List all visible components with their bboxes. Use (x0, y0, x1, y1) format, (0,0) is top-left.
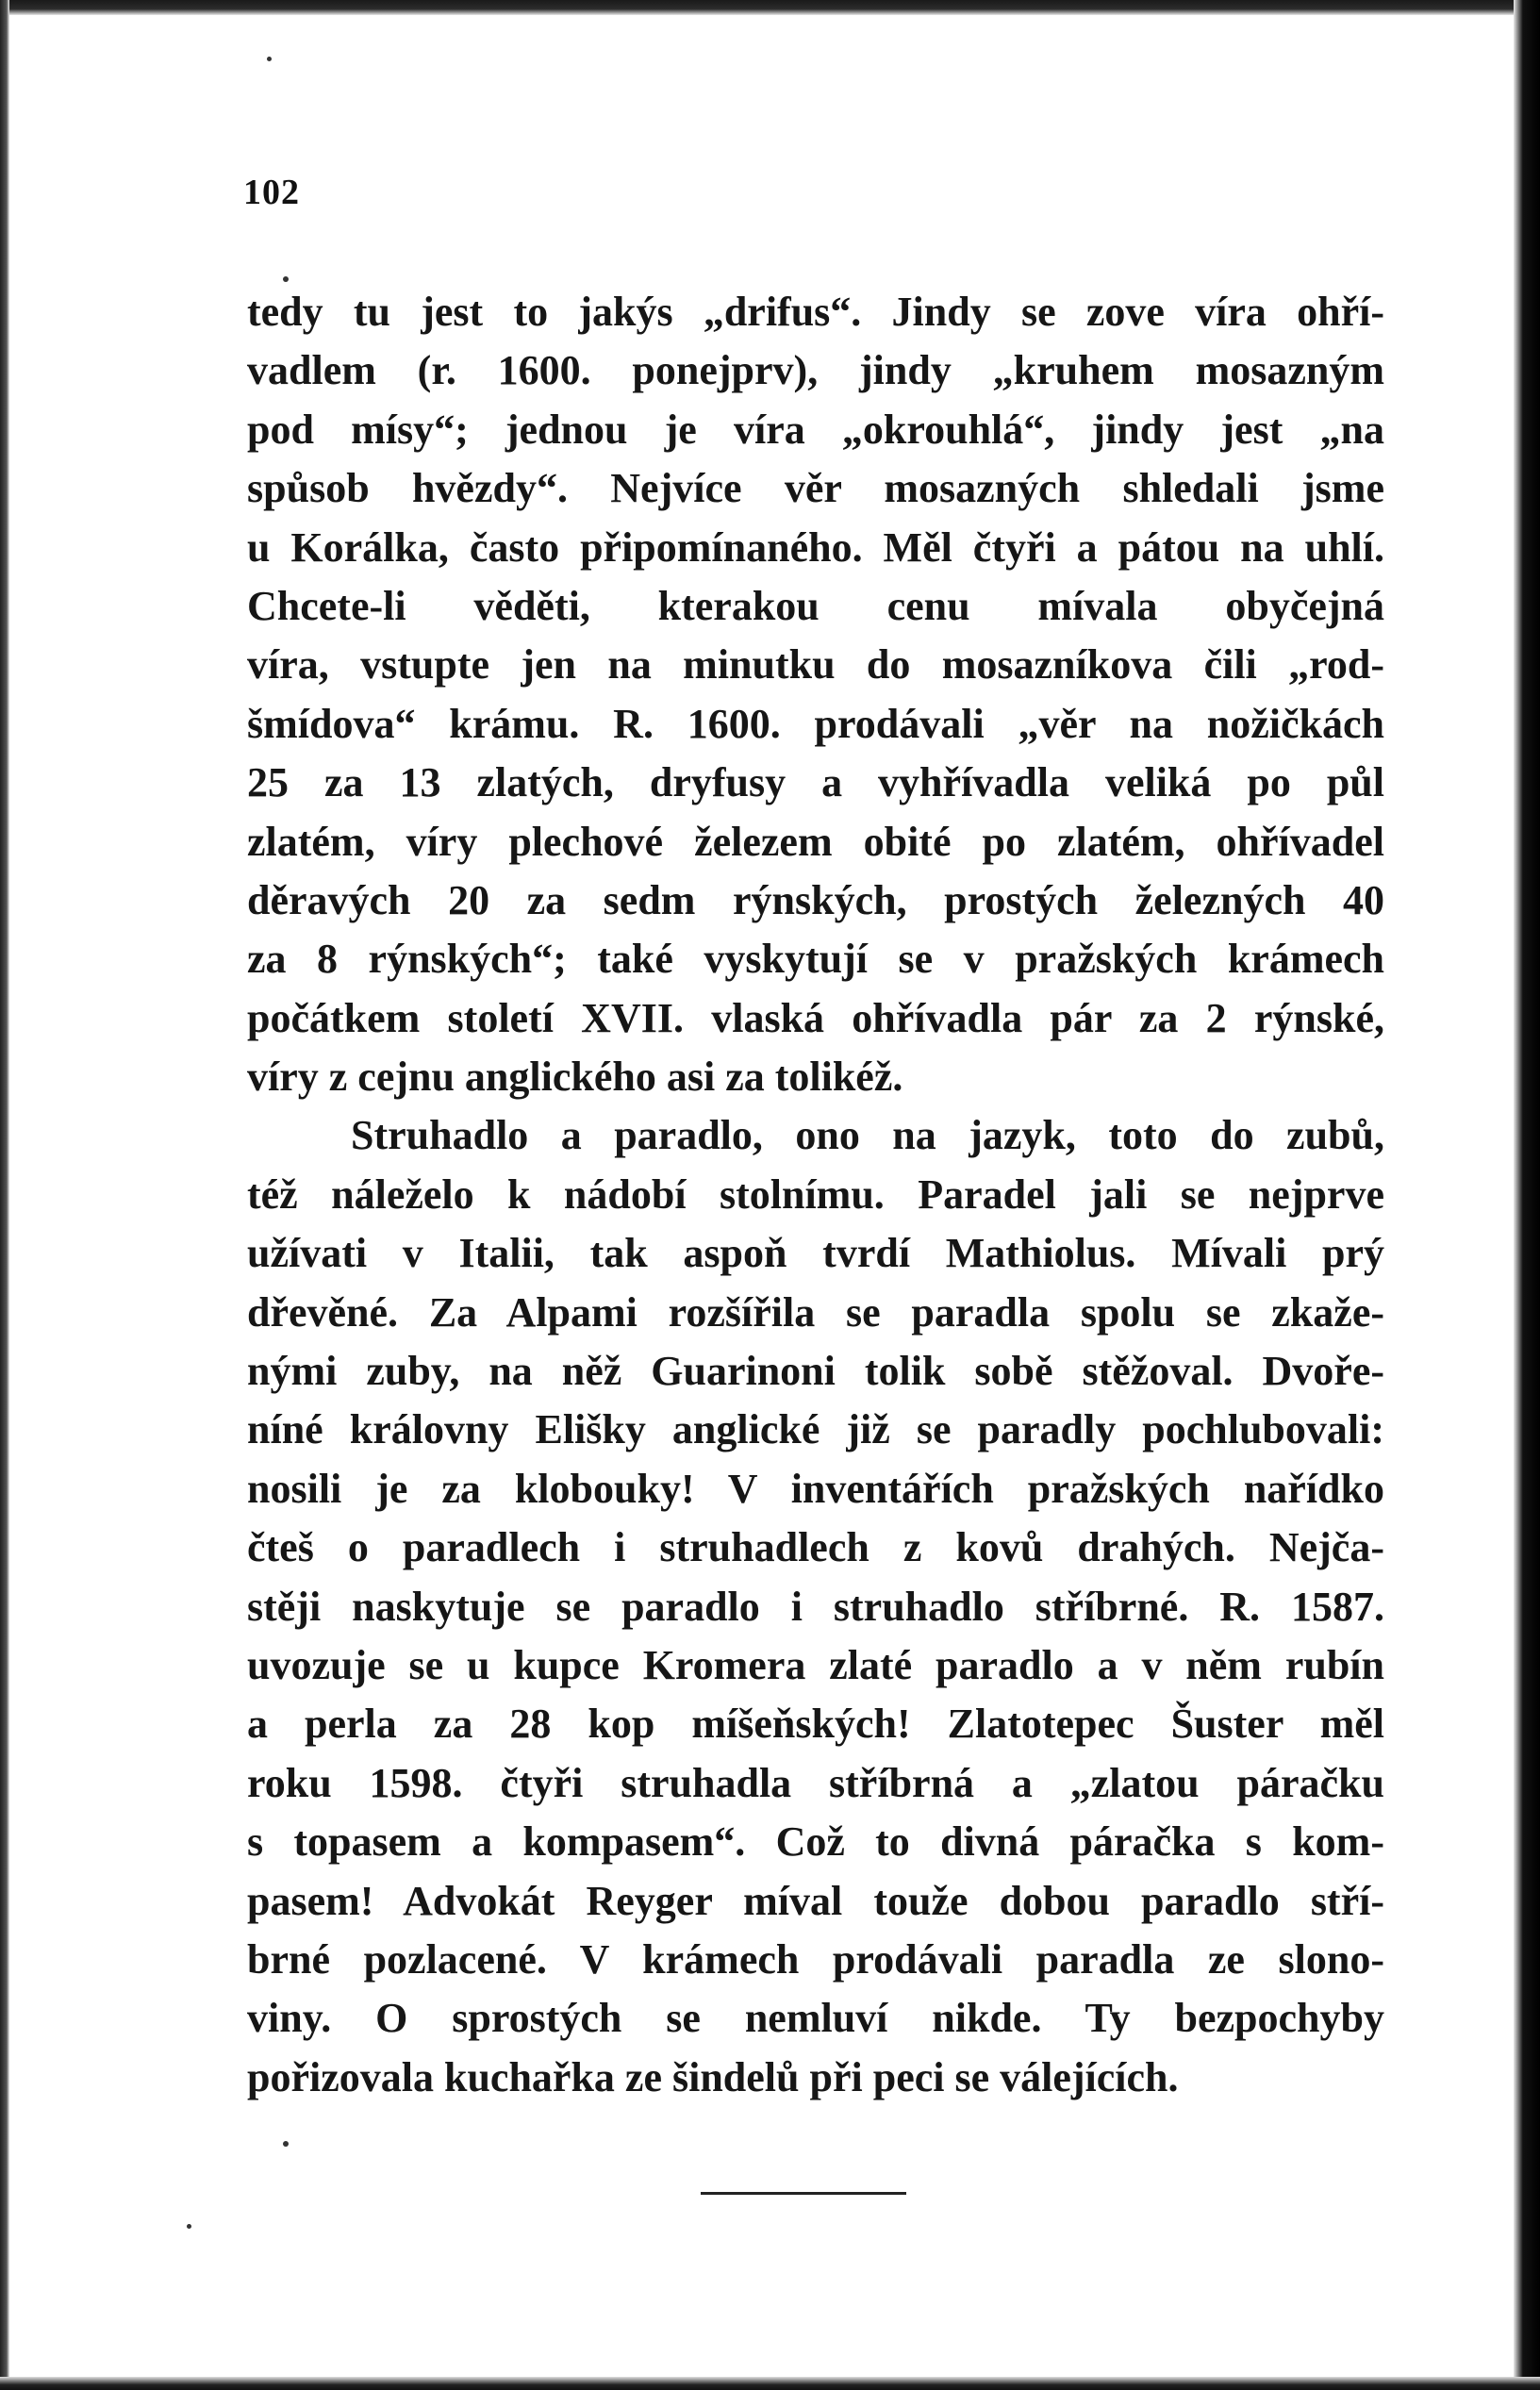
text-line: za 8 rýnských“; také vyskytují se v pražských krámech (247, 936, 1384, 983)
body-text (247, 283, 1384, 2107)
text-line: brné pozlacené. V krámech prodávali paradla ze slono- (247, 1935, 1384, 1983)
text-line: roku 1598. čtyři struhadla stříbrná a „zlatou páračku (247, 1759, 1384, 1806)
text-line: užívati v Italii, tak aspoň tvrdí Mathiolus. Mívali prý (247, 1230, 1384, 1277)
text-line: pořizovala kuchařka ze šindelů při peci se válejících. (247, 2053, 1179, 2100)
text-line: 25 za 13 zlatých, dryfusy a vyhřívadla veliká po půl (247, 759, 1384, 806)
scan-speck (283, 2141, 289, 2147)
scan-border-top (0, 0, 1540, 15)
paragraph-1 (247, 283, 1384, 1106)
text-line: pasem! Advokát Reyger míval touže dobou paradlo stří- (247, 1877, 1384, 1924)
text-line: zlatém, víry plechové železem obité po zlatém, ohřívadel (247, 818, 1384, 865)
scan-speck (283, 276, 289, 282)
end-rule (701, 2192, 906, 2195)
text-line: vadlem (r. 1600. ponejprv), jindy „kruhem mosazným (247, 347, 1384, 394)
scan-border-left (0, 0, 9, 2390)
scan-speck (267, 57, 272, 61)
text-line: nosili je za klobouky! V inventářích pražských nařídko (247, 1465, 1384, 1512)
text-line: nými zuby, na něž Guarinoni tolik sobě stěžoval. Dvoře- (247, 1348, 1384, 1395)
text-line: Chcete-li věděti, kterakou cenu mívala obyčejná (247, 582, 1384, 629)
text-line: též náleželo k nádobí stolnímu. Paradel jali se nejprve (247, 1170, 1384, 1218)
text-line: děravých 20 za sedm rýnských, prostých železných 40 (247, 876, 1384, 923)
text-line: spůsob hvězdy“. Nejvíce věr mosazných shledali jsme (247, 465, 1384, 512)
text-line: šmídova“ krámu. R. 1600. prodávali „věr na nožičkách (247, 700, 1384, 747)
page-number: 102 (243, 173, 300, 212)
scan-speck (187, 2224, 191, 2229)
text-line: pod mísy“; jednou je víra „okrouhlá“, jindy jest „na (247, 406, 1384, 453)
text-line: Struhadlo a paradlo, ono na jazyk, toto do zubů, (351, 1112, 1384, 1159)
text-line: s topasem a kompasem“. Což to divná páračka s kom- (247, 1818, 1384, 1866)
scan-border-bottom (0, 2377, 1540, 2390)
paragraph-2 (247, 1106, 1384, 2107)
text-line: víra, vstupte jen na minutku do mosazníkova čili „rod- (247, 641, 1384, 689)
text-line: a perla za 28 kop míšeňských! Zlatotepec Šuster měl (247, 1701, 1384, 1748)
text-line: viny. O sprostých se nemluví nikde. Ty bezpochyby (247, 1995, 1384, 2042)
text-line: u Korálka, často připomínaného. Měl čtyři a pátou na uhlí. (247, 523, 1384, 571)
text-line: čteš o paradlech i struhadlech z kovů drahých. Nejča- (247, 1524, 1384, 1571)
text-line: tedy tu jest to jakýs „drifus“. Jindy se zove víra ohří- (247, 289, 1384, 335)
text-line: víry z cejnu anglického asi za tolikéž. (247, 1054, 903, 1101)
text-line: dřevěné. Za Alpami rozšířila se paradla spolu se zkaže- (247, 1288, 1384, 1336)
text-line: níné královny Elišky anglické již se paradly pochlubovali: (247, 1406, 1384, 1453)
scan-border-right (1514, 0, 1540, 2390)
text-line: stěji naskytuje se paradlo i struhadlo stříbrné. R. 1587. (247, 1583, 1384, 1630)
text-line: uvozuje se u kupce Kromera zlaté paradlo a v něm rubín (247, 1641, 1384, 1688)
text-line: počátkem století XVII. vlaská ohřívadla pár za 2 rýnské, (247, 994, 1384, 1041)
